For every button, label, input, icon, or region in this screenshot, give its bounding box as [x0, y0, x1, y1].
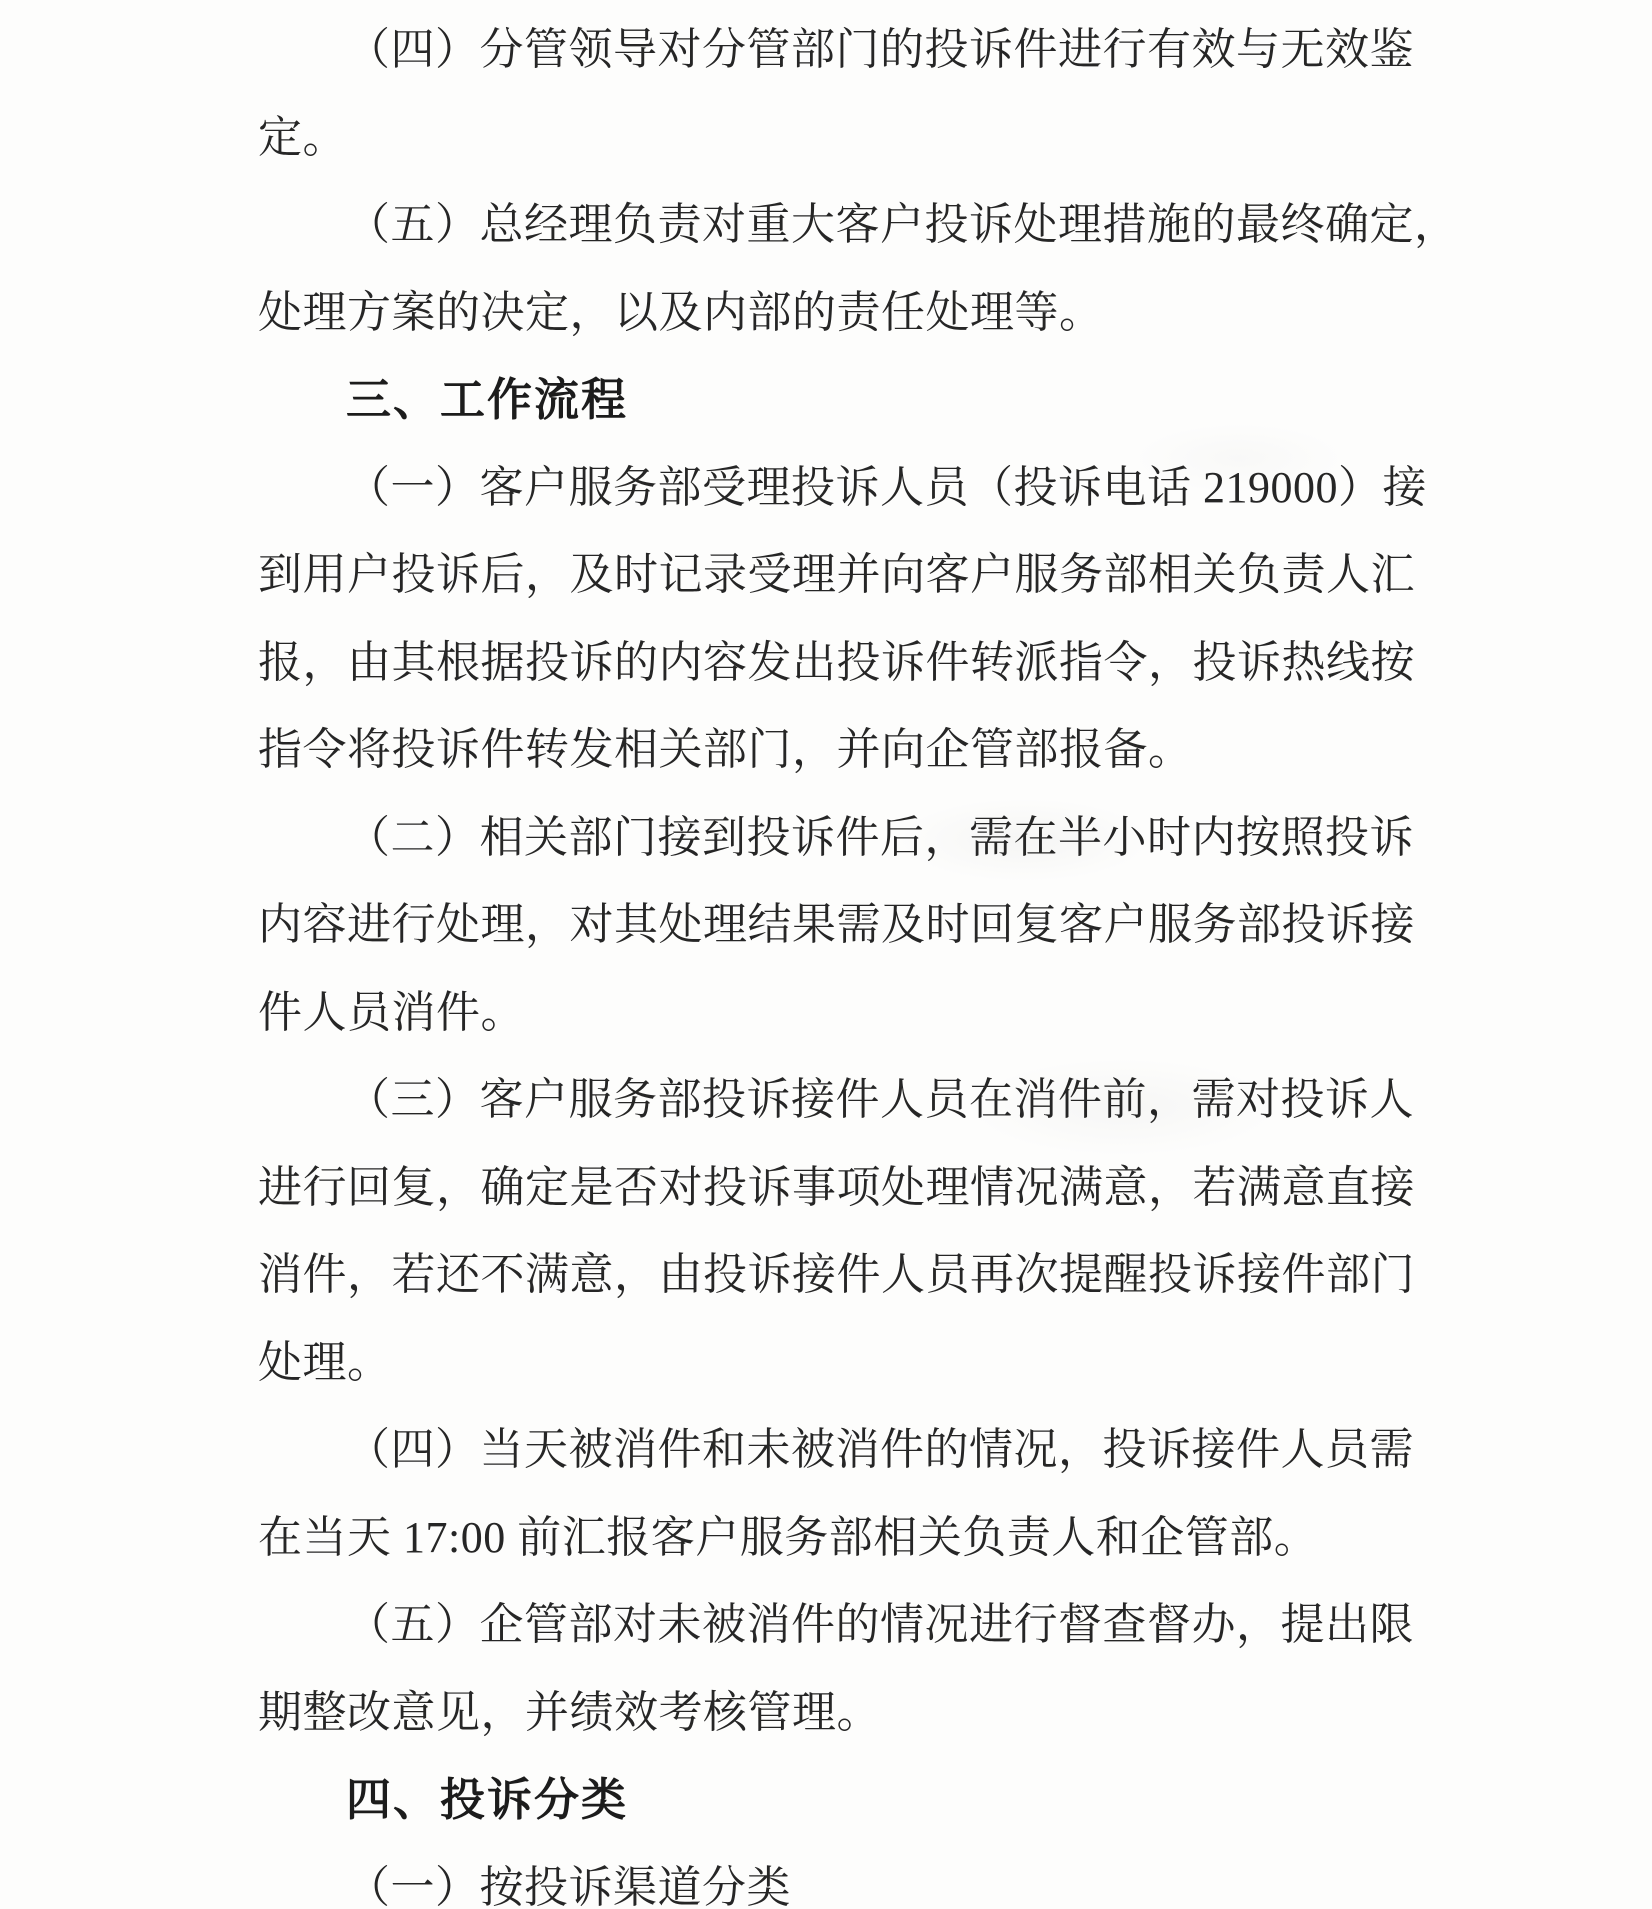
paragraph-line: （五）企管部对未被消件的情况进行督查督办，提出限 — [346, 1600, 1414, 1649]
paragraph-line: 在当天 17:00 前汇报客户服务部相关负责人和企管部。 — [258, 1512, 1319, 1562]
paragraph-line: 消件，若还不满意，由投诉接件人员再次提醒投诉接件部门 — [258, 1250, 1415, 1299]
paragraph-line: 内容进行处理，对其处理结果需及时回复客户服务部投诉接 — [258, 900, 1415, 949]
paragraph-line: （四）当天被消件和未被消件的情况，投诉接件人员需 — [346, 1425, 1414, 1474]
section-heading-work-process: 三、工作流程 — [346, 374, 629, 425]
paragraph-line: （一）客户服务部受理投诉人员（投诉电话 219000）接 — [346, 462, 1427, 512]
paragraph-line: 处理方案的决定，以及内部的责任处理等。 — [258, 287, 1104, 337]
paragraph-line: （三）客户服务部投诉接件人员在消件前，需对投诉人 — [346, 1075, 1414, 1124]
section-heading-complaint-categories: 四、投诉分类 — [346, 1774, 629, 1825]
paragraph-line: （四）分管领导对分管部门的投诉件进行有效与无效鉴 — [346, 25, 1414, 74]
paragraph-line: 进行回复，确定是否对投诉事项处理情况满意，若满意直接 — [258, 1162, 1415, 1212]
paragraph-line: 定。 — [258, 112, 347, 162]
paragraph-line: 指令将投诉件转发相关部门，并向企管部报备。 — [258, 725, 1193, 774]
paragraph-line: 处理。 — [258, 1337, 392, 1387]
paragraph-line: 到用户投诉后，及时记录受理并向客户服务部相关负责人汇 — [258, 550, 1415, 599]
paragraph-line: （五）总经理负责对重大客户投诉处理措施的最终确定， — [346, 200, 1459, 249]
paragraph-line: 件人员消件。 — [258, 987, 525, 1037]
paragraph-line: （二）相关部门接到投诉件后，需在半小时内按照投诉 — [346, 812, 1414, 862]
paragraph-line: 报，由其根据投诉的内容发出投诉件转派指令，投诉热线按 — [258, 637, 1415, 687]
paragraph-line: 期整改意见，并绩效考核管理。 — [258, 1687, 881, 1737]
paragraph-line: （一）按投诉渠道分类 — [346, 1862, 791, 1909]
document-text-block — [0, 6, 1652, 1909]
